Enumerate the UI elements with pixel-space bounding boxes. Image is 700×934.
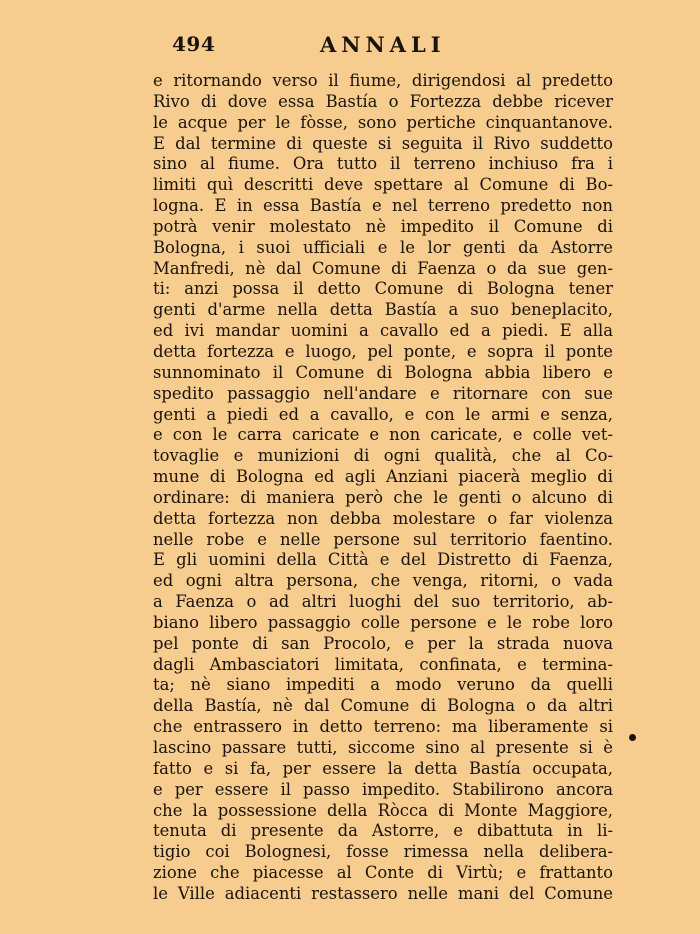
page-header — [172, 30, 472, 64]
text-line: tovaglie e munizioni di ogni qualità, che al Co- — [153, 446, 613, 466]
text-line: ordinare: di maniera però che le genti o alcuno di — [153, 487, 613, 507]
text-line: detta fortezza e luogo, pel ponte, e sopra il ponte — [153, 341, 613, 361]
text-line: spedito passaggio nell'andare e ritornare con sue — [153, 383, 613, 403]
text-line: Manfredi, nè dal Comune di Faenza o da sue gen- — [153, 258, 613, 278]
text-line: le acque per le fòsse, sono pertiche cinquantanove. — [153, 112, 613, 132]
text-line: ed ogni altra persona, che venga, ritorni, o vada — [153, 571, 613, 591]
running-title: ANNALI — [320, 32, 446, 57]
text-line: tigio coi Bolognesi, fosse rimessa nella delibera- — [153, 842, 613, 862]
text-line: limiti quì descritti deve spettare al Comune di Bo- — [153, 175, 613, 195]
text-line: zione che piacesse al Conte di Virtù; e frattanto — [153, 863, 613, 883]
body-text — [153, 71, 613, 905]
text-line: ed ivi mandar uomini a cavallo ed a piedi. E alla — [153, 321, 613, 341]
text-line: lascino passare tutti, siccome sino al presente si è — [153, 738, 613, 757]
text-line: logna. E in essa Bastía e nel terreno predetto non — [153, 196, 613, 216]
text-line: mune di Bologna ed agli Anziani piacerà meglio di — [153, 467, 613, 487]
text-line: E dal termine di queste si seguita il Rivo suddetto — [153, 133, 613, 153]
text-line: ti: anzi possa il detto Comune di Bologna tener — [153, 279, 613, 299]
page-number: 494 — [172, 32, 216, 56]
text-line: detta fortezza non debba molestare o far violenza — [153, 508, 613, 528]
text-line: Bologna, i suoi ufficiali e le lor genti da Astorre — [153, 237, 613, 257]
text-line: sino al fiume. Ora tutto il terreno inchiuso fra i — [153, 154, 613, 174]
text-line: e ritornando verso il fiume, dirigendosi al predetto — [153, 71, 613, 90]
text-line: e per essere il passo impedito. Stabilirono ancora — [153, 779, 613, 799]
text-line: sunnominato il Comune di Bologna abbia libero e — [153, 362, 613, 382]
text-line: Rivo di dove essa Bastía o Fortezza debbe ricever — [153, 91, 613, 111]
text-line: E gli uomini della Città e del Distretto di Faenza, — [153, 550, 613, 570]
text-line: dagli Ambasciatori limitata, confinata, e termina- — [153, 654, 613, 674]
margin-dot — [629, 734, 636, 741]
text-line: a Faenza o ad altri luoghi del suo territorio, ab- — [153, 592, 613, 612]
text-line: genti d'arme nella detta Bastía a suo beneplacito, — [153, 300, 613, 320]
text-line: genti a piedi ed a cavallo, e con le armi e senza, — [153, 404, 613, 424]
text-line: tenuta di presente da Astorre, e dibattuta in li- — [153, 821, 613, 841]
text-line: e con le carra caricate e non caricate, e colle vet- — [153, 425, 613, 445]
text-line: della Bastía, nè dal Comune di Bologna o da altri — [153, 696, 613, 716]
text-line: che entrassero in detto terreno: ma liberamente si — [153, 717, 613, 737]
text-line: potrà venir molestato nè impedito il Comune di — [153, 216, 613, 236]
text-line: biano libero passaggio colle persone e le robe loro — [153, 612, 613, 632]
text-line: ta; nè siano impediti a modo veruno da quelli — [153, 675, 613, 695]
text-line: pel ponte di san Procolo, e per la strada nuova — [153, 633, 613, 653]
text-line: le Ville adiacenti restassero nelle mani del Comune — [153, 883, 613, 903]
text-line: che la possessione della Ròcca di Monte Maggiore, — [153, 800, 613, 820]
text-line: nelle robe e nelle persone sul territorio faentino. — [153, 529, 613, 549]
text-line: fatto e si fa, per essere la detta Bastía occupata, — [153, 758, 613, 778]
